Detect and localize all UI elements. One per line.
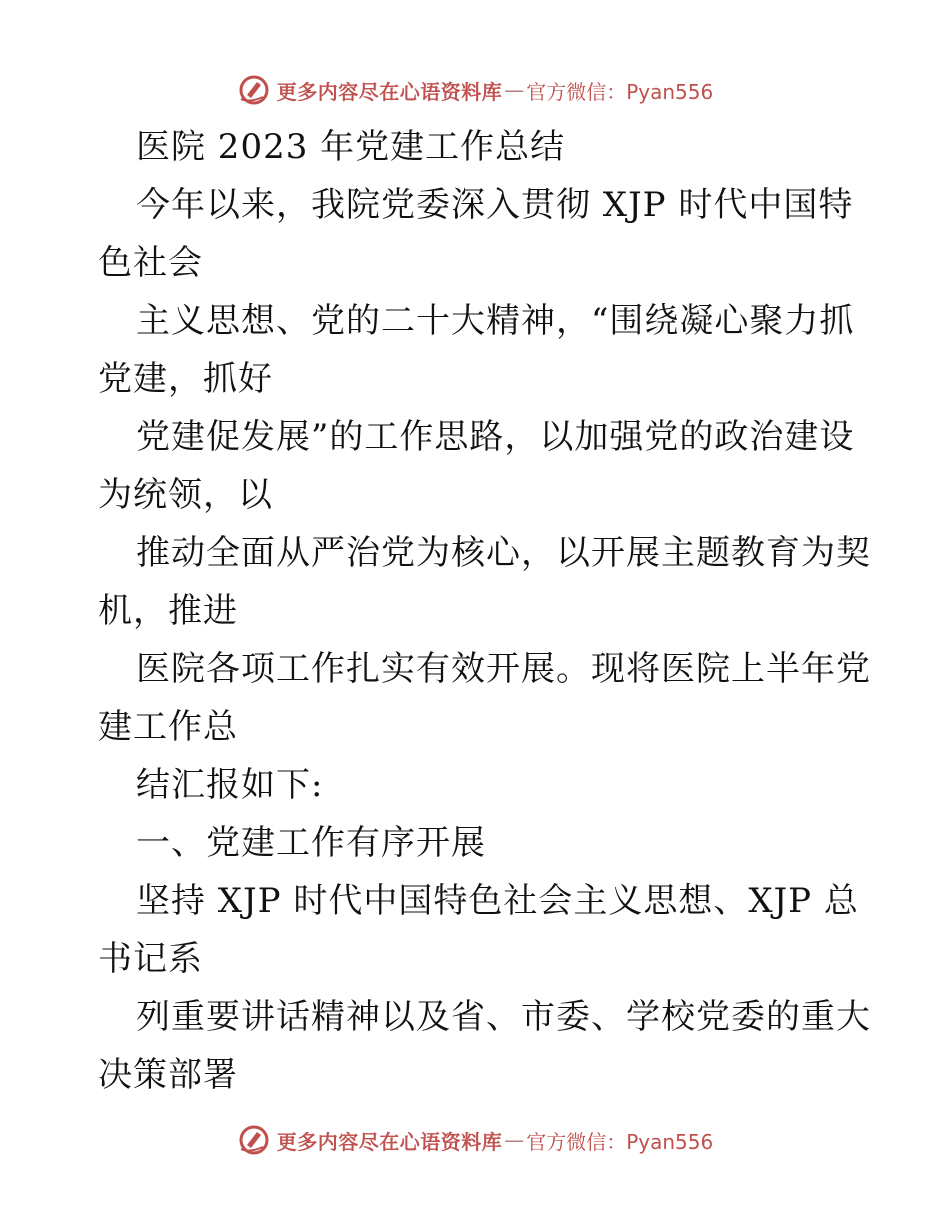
brand-text: 更多内容尽在心语资料库 [276, 1129, 503, 1154]
brand-logo-icon [237, 73, 271, 107]
header-watermark [0, 70, 950, 110]
wechat-text: 官方微信：Pyan556 [526, 1129, 714, 1154]
document-line: 色社会 [98, 243, 203, 283]
document-line: 结汇报如下: [136, 765, 324, 805]
document-line: 党建，抓好 [98, 359, 273, 399]
document-line: 坚持 XJP 时代中国特色社会主义思想、XJP 总 [136, 881, 859, 921]
document-line: 决策部署 [98, 1055, 238, 1095]
document-line: 书记系 [98, 939, 203, 979]
separator: — [504, 1128, 525, 1152]
document-line: 机，推进 [98, 591, 238, 631]
document-line: 主义思想、党的二十大精神，“围绕凝心聚力抓 [136, 301, 855, 341]
brand-logo-icon [237, 1123, 271, 1157]
document-line: 医院各项工作扎实有效开展。现将医院上半年党 [136, 649, 871, 689]
document-body [98, 118, 871, 1104]
document-line: 建工作总 [98, 707, 238, 747]
document-line: 一、党建工作有序开展 [136, 823, 486, 863]
document-line: 医院 2023 年党建工作总结 [136, 127, 566, 167]
wechat-text: 官方微信：Pyan556 [526, 79, 714, 104]
footer-watermark [0, 1120, 950, 1160]
document-line: 列重要讲话精神以及省、市委、学校党委的重大 [136, 997, 871, 1037]
separator: — [504, 78, 525, 102]
document-line: 推动全面从严治党为核心，以开展主题教育为契 [136, 533, 871, 573]
document-line: 党建促发展”的工作思路，以加强党的政治建设 [136, 417, 855, 457]
document-line: 为统领，以 [98, 475, 273, 515]
document-line: 今年以来，我院党委深入贯彻 XJP 时代中国特 [136, 185, 854, 225]
brand-text: 更多内容尽在心语资料库 [276, 79, 503, 104]
